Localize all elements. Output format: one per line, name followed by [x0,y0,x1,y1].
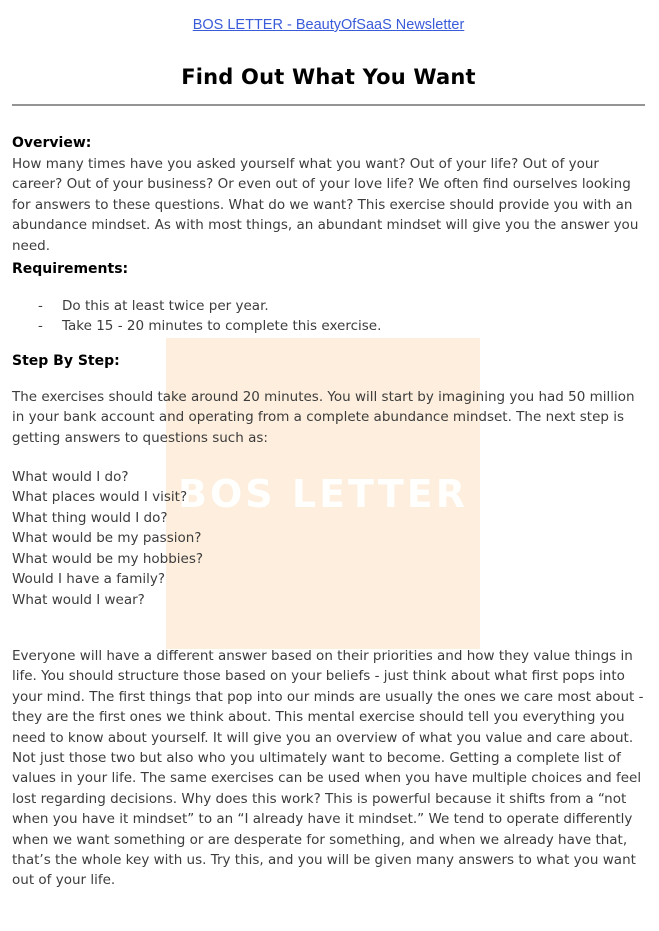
requirement-item [12,296,645,316]
question-line: What thing would I do? [12,509,168,526]
requirement-text: Take 15 - 20 minutes to complete this exercise. [62,318,382,335]
requirements-list [12,296,645,337]
question-line: What would I do? [12,469,129,486]
watermark-text: BOS LETTER [178,471,468,516]
requirements-heading: Requirements: [12,261,129,278]
page-title: Find Out What You Want [181,65,476,89]
bullet-dash: - [38,298,43,315]
step-by-step-intro: The exercises should take around 20 minutes. You will start by imagining you had 50 million in your bank account and operating from a complete abundance mindset. The next step is getting answers to questions such as: [12,388,635,446]
question-line: What would be my passion? [12,530,202,547]
bullet-dash: - [38,318,43,335]
overview-paragraph: How many times have you asked yourself what you want? Out of your life? Out of your career? Out of your business? Or even out of your love life? We often find ourselves looking for answers to these questions. What do we want? This exercise should provide you with an abundance mindset. As with most things, an abundant mindset will give you the answer you need. [12,156,639,254]
closing-paragraph: Everyone will have a different answer based on their priorities and how they value things in life. You should structure those based on your beliefs - just think about what first pops into your mind. The first things that pop into our minds are usually the ones we care most about - they are the first ones we think about. This mental exercise should tell you everything you need to know about yourself. It will give you an overview of what you value and care about. Not just those two but also who you ultimately want to become. Getting a complete list of values in your life. The same exercises can be used when you have multiple choices and feel lost regarding decisions. Why does this work? This is powerful because it shifts from a “not when you have it mindset” to an “I already have it mindset.” We tend to operate differently when we want something or are desperate for something, and when we already have that, that’s the whole key with us. Try this, and you will be given many answers to what you want out of your life. [12,647,644,889]
question-line: What would I wear? [12,591,145,608]
question-line: What places would I visit? [12,489,188,506]
header-link-row [12,0,645,34]
title-divider [12,104,645,106]
overview-heading: Overview: [12,135,92,151]
question-line: Would I have a family? [12,571,166,588]
question-line: What would be my hobbies? [12,550,204,567]
requirement-item [12,316,645,336]
newsletter-link[interactable]: BOS LETTER - BeautyOfSaaS Newsletter [192,17,465,33]
requirement-text: Do this at least twice per year. [62,298,269,315]
step-by-step-heading: Step By Step: [12,352,120,369]
question-list [12,467,645,610]
